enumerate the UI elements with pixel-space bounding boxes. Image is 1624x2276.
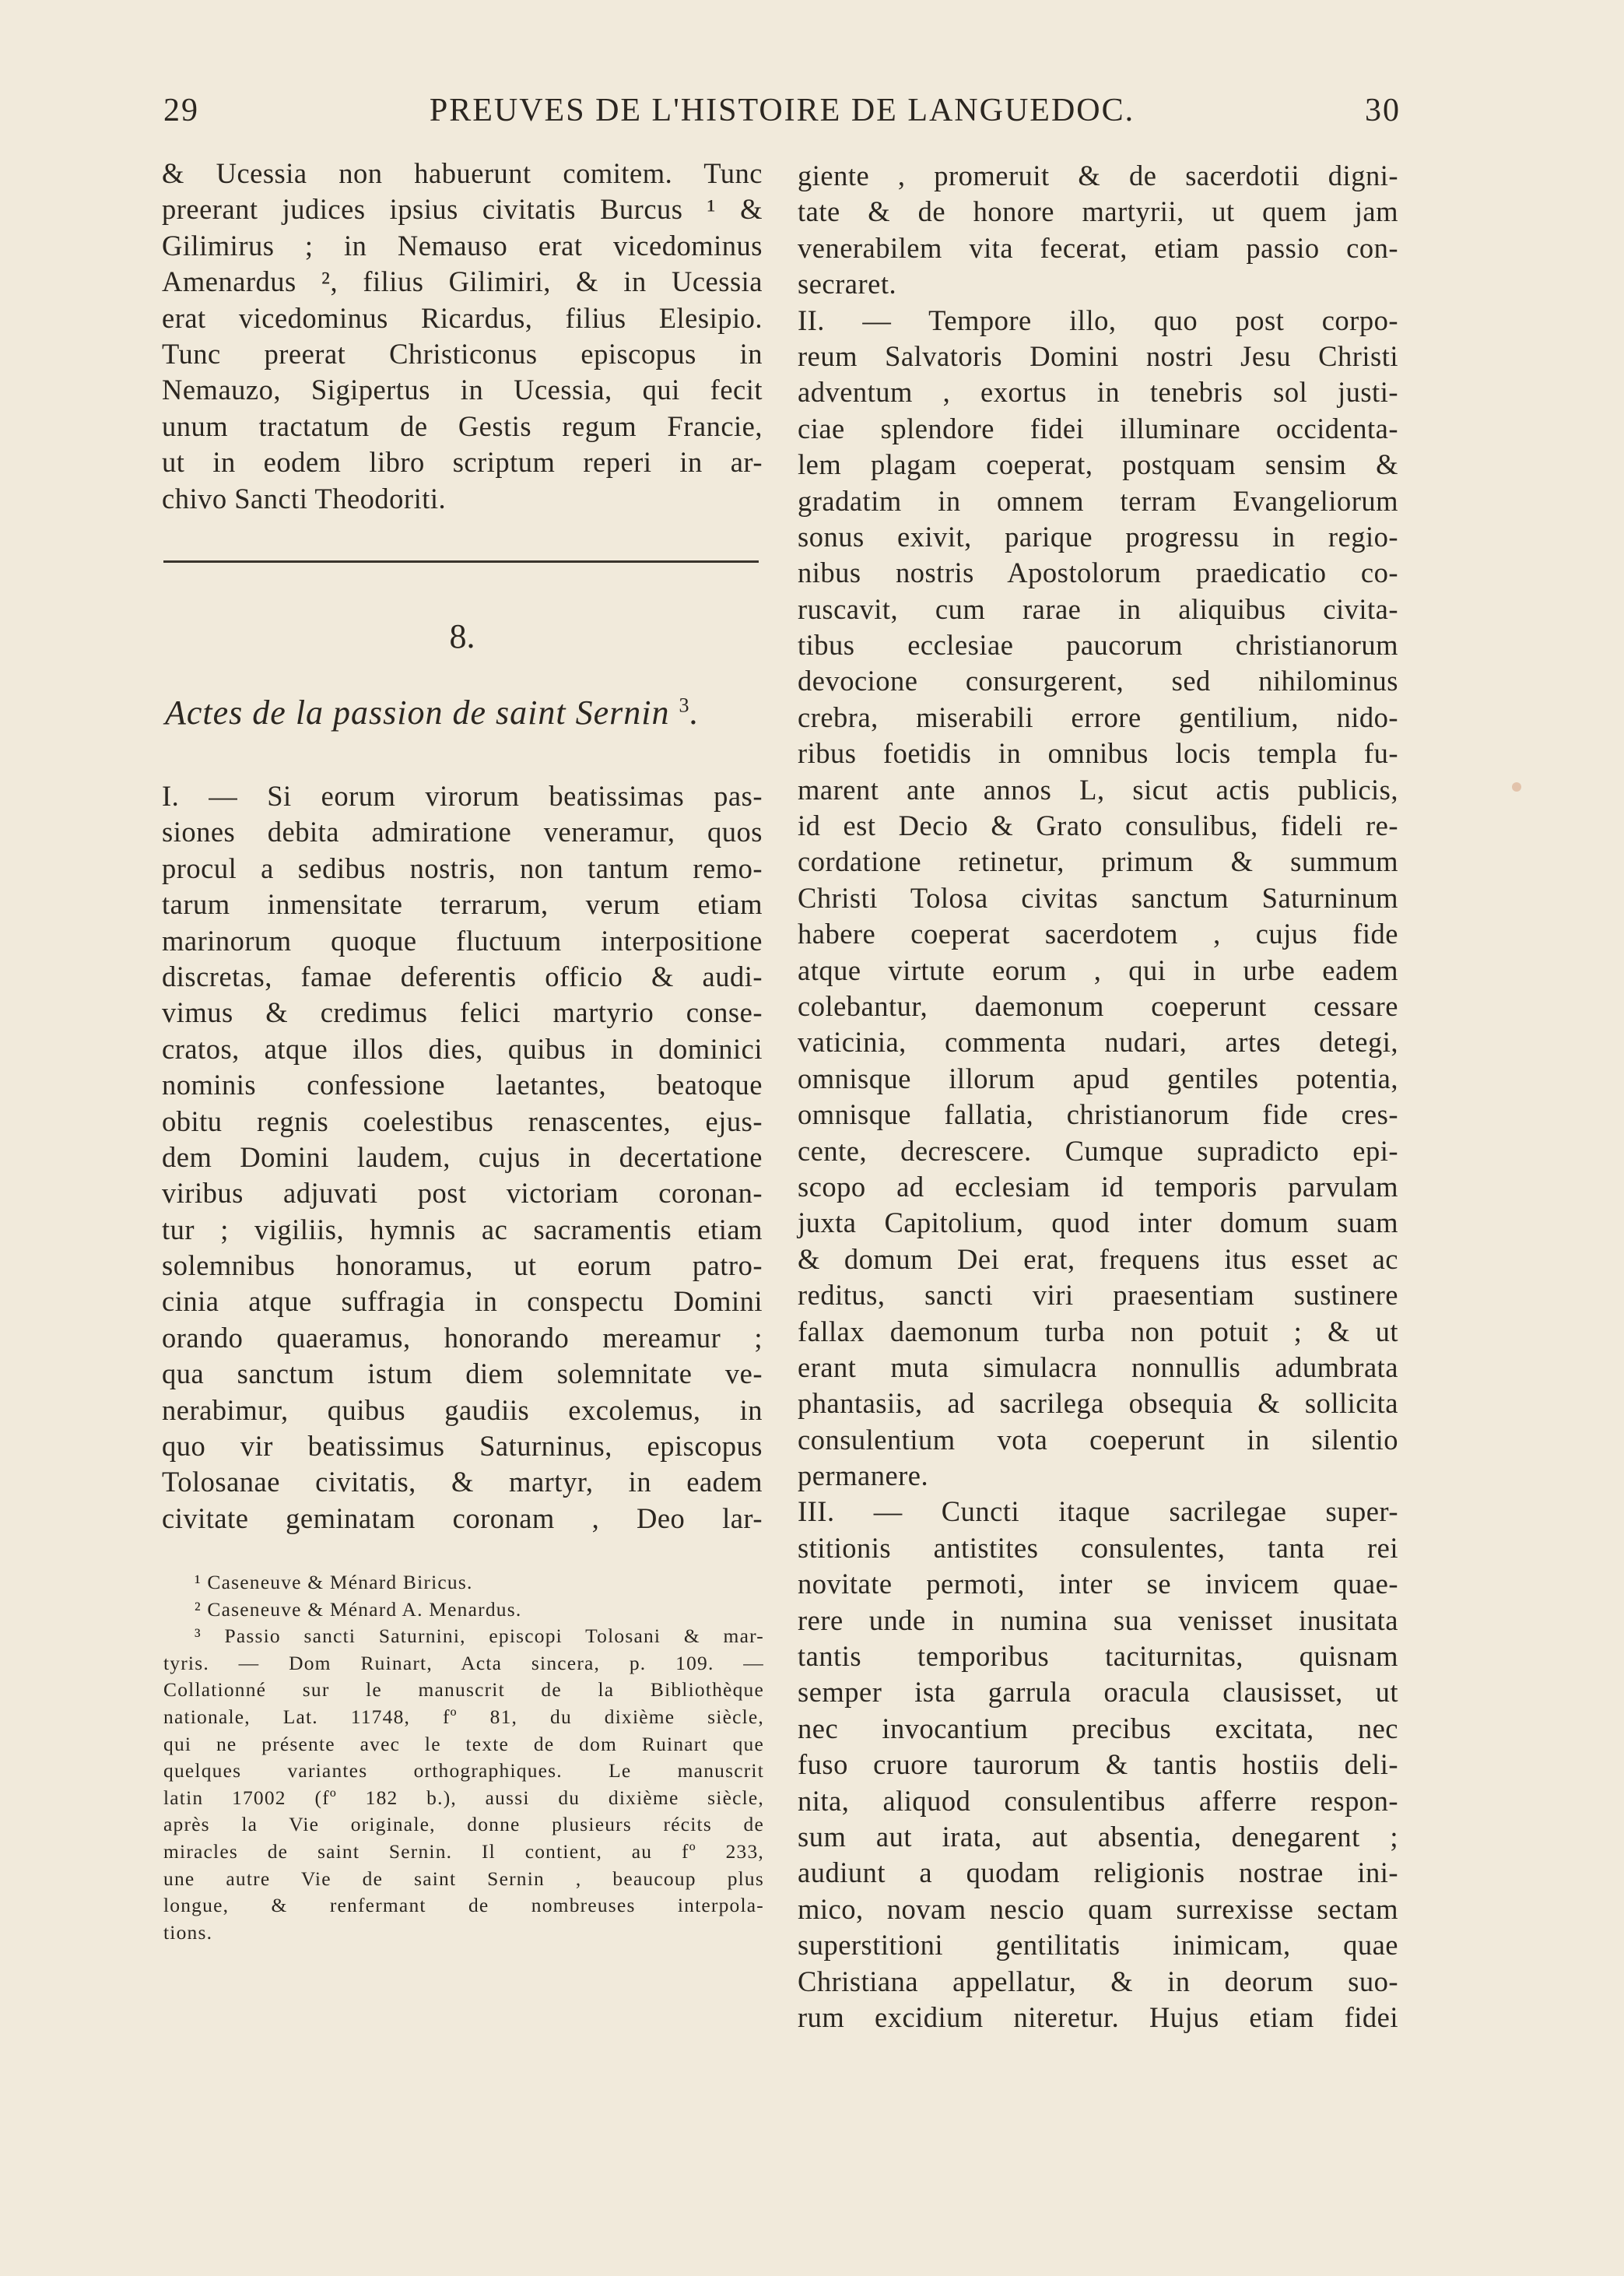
footnote-line: tyris. — Dom Ruinart, Acta sincera, p. 109. — <box>163 1651 764 1674</box>
text-line: rere unde in numina sua venisset inusitata <box>798 1603 1398 1636</box>
section-number: 8. <box>449 617 475 655</box>
section-title-text: Actes de la passion de saint Sernin <box>165 694 670 732</box>
text-line: & Ucessia non habuerunt comitem. Tunc <box>162 157 763 189</box>
text-line: omnisque illorum apud gentiles potentia, <box>798 1062 1398 1094</box>
footnote-line: longue, & renfermant de nombreuses interpola- <box>163 1894 764 1917</box>
text-line: preerant judices ipsius civitatis Burcus ¹ & <box>162 193 763 226</box>
page-number-right: 30 <box>1365 93 1401 128</box>
text-line: Amenardus ², filius Gilimiri, & in Ucessia <box>162 265 763 298</box>
text-line: solemnibus honoramus, ut eorum patro- <box>162 1249 763 1282</box>
text-line: nominis confessione laetantes, beatoque <box>162 1069 763 1101</box>
text-line: obitu regnis coelestibus renascentes, ejus- <box>162 1105 763 1137</box>
text-line: phantasiis, ad sacrilega obsequia & sollicita <box>798 1387 1398 1420</box>
text-line: I. — Si eorum virorum beatissimas pas- <box>162 780 763 812</box>
text-line: consulentium vota coeperunt in silentio <box>798 1423 1398 1456</box>
text-line: sonus exivit, parique progressu in regio- <box>798 520 1398 553</box>
text-line: dem Domini laudem, cujus in decertatione <box>162 1140 763 1173</box>
text-line: chivo Sancti Theodoriti. <box>162 482 447 515</box>
page-header <box>163 92 1401 139</box>
footnote-line: nationale, Lat. 11748, fº 81, du dixième siècle, <box>163 1705 764 1728</box>
footnote-line: après la Vie originale, donne plusieurs récits de <box>163 1813 764 1836</box>
text-line: Tolosanae civitatis, & martyr, in eadem <box>162 1466 763 1498</box>
left-column-body-text <box>162 778 763 1537</box>
text-line: reum Salvatoris Domini nostri Jesu Christi <box>798 339 1398 372</box>
text-line: stitionis antistites consulentes, tanta rei <box>798 1531 1398 1564</box>
text-line: novitate permoti, inter se invicem quae- <box>798 1568 1398 1600</box>
text-line: cratos, atque illos dies, quibus in dominici <box>162 1032 763 1065</box>
footnote-line: une autre Vie de saint Sernin , beaucoup plus <box>163 1867 764 1890</box>
text-line: gradatim in omnem terram Evangeliorum <box>798 484 1398 517</box>
text-line: habere coeperat sacerdotem , cujus fide <box>798 918 1398 950</box>
text-line: civitate geminatam coronam , Deo lar- <box>162 1502 763 1534</box>
section-title-note: 3 <box>679 694 690 717</box>
text-line: qua sanctum istum diem solemnitate ve- <box>162 1358 763 1390</box>
text-line: tur ; vigiliis, hymnis ac sacramentis etiam <box>162 1213 763 1245</box>
text-line: giente , promeruit & de sacerdotii digni- <box>798 160 1398 191</box>
text-line: tibus ecclesiae paucorum christianorum <box>798 629 1398 662</box>
text-line: marinorum quoque fluctuum interpositione <box>162 924 763 957</box>
text-line: ruscavit, cum rarae in aliquibus civita- <box>798 592 1398 625</box>
footnote-line: Collationné sur le manuscrit de la Bibliothèque <box>163 1678 764 1702</box>
footnote-line: tions. <box>163 1920 213 1944</box>
footnotes <box>163 1569 764 1946</box>
text-line: permanere. <box>798 1459 929 1492</box>
text-line: omnisque fallatia, christianorum fide cres- <box>798 1098 1398 1131</box>
footnote-line: ³ Passio sancti Saturnini, episcopi Tolosani & mar- <box>195 1624 764 1648</box>
text-line: fallax daemonum turba non potuit ; & ut <box>798 1315 1398 1347</box>
text-line: scopo ad ecclesiam id temporis parvulam <box>798 1170 1398 1203</box>
text-line: sum aut irata, aut absentia, denegarent ; <box>798 1820 1398 1853</box>
text-line: cinia atque suffragia in conspectu Domini <box>162 1285 763 1318</box>
footnote-line: qui ne présente avec le texte de dom Ruinart que <box>163 1732 764 1755</box>
text-line: audiunt a quodam religionis nostrae ini- <box>798 1856 1398 1889</box>
text-line: procul a sedibus nostris, non tantum remo- <box>162 852 763 884</box>
text-line: ribus foetidis in omnibus locis templa fu- <box>798 737 1398 770</box>
text-line: erat vicedominus Ricardus, filius Elesipio. <box>162 301 763 334</box>
text-line: rum excidium niteretur. Hujus etiam fidei <box>798 2000 1398 2033</box>
text-line: Christi Tolosa civitas sanctum Saturninum <box>798 881 1398 914</box>
text-line: unum tractatum de Gestis regum Francie, <box>162 409 763 442</box>
section-title-end: . <box>689 694 700 732</box>
text-line: cordatione retinetur, primum & summum <box>798 845 1398 878</box>
text-line: devocione consurgerent, sed nihilominus <box>798 665 1398 697</box>
text-line: crebra, miserabili errore gentilium, nido- <box>798 701 1398 733</box>
section-title <box>165 693 766 732</box>
text-line: marent ante annos L, sicut actis publicis, <box>798 773 1398 806</box>
text-line: atque virtute eorum , qui in urbe eadem <box>798 954 1398 986</box>
text-line: lem plagam coeperat, postquam sensim & <box>798 448 1398 481</box>
text-line: reditus, sancti viri praesentiam sustinere <box>798 1279 1398 1312</box>
text-line: nita, aliquod consulentibus afferre respon- <box>798 1784 1398 1817</box>
left-column-top-text <box>162 156 763 517</box>
text-line: mico, novam nescio quam surrexisse sectam <box>798 1892 1398 1925</box>
running-title: PREUVES DE L'HISTOIRE DE LANGUEDOC. <box>429 93 1135 128</box>
text-line: nec invocantium precibus excitata, nec <box>798 1712 1398 1744</box>
text-line: colebantur, daemonum coeperunt cessare <box>798 989 1398 1022</box>
paper-stain <box>1512 782 1521 792</box>
footnote-line: ² Caseneuve & Ménard A. Menardus. <box>195 1597 522 1621</box>
text-line: Christiana appellatur, & in deorum suo- <box>798 1965 1398 1997</box>
text-line: superstitioni gentilitatis inimicam, quae <box>798 1929 1398 1962</box>
footnote-line: ¹ Caseneuve & Ménard Biricus. <box>195 1571 473 1593</box>
text-line: venerabilem vita fecerat, etiam passio con- <box>798 231 1398 264</box>
text-line: tate & de honore martyrii, ut quem jam <box>798 195 1398 228</box>
text-line: vaticinia, commenta nudari, artes detegi, <box>798 1026 1398 1059</box>
text-line: Tunc preerat Christiconus episcopus in <box>162 337 763 370</box>
footnote-line: miracles de saint Sernin. Il contient, au fº 233, <box>163 1839 764 1863</box>
text-line: erant muta simulacra nonnullis adumbrata <box>798 1350 1398 1383</box>
text-line: quo vir beatissimus Saturninus, episcopus <box>162 1430 763 1463</box>
text-line: secraret. <box>798 268 897 300</box>
text-line: adventum , exortus in tenebris sol justi- <box>798 376 1398 409</box>
text-line: vimus & credimus felici martyrio conse- <box>162 996 763 1029</box>
text-line: & domum Dei erat, frequens itus esset ac <box>798 1242 1398 1275</box>
footnote-line: latin 17002 (fº 182 b.), aussi du dixième siècle, <box>163 1786 764 1809</box>
text-line: semper ista garrula oracula clausisset, ut <box>798 1676 1398 1709</box>
text-line: II. — Tempore illo, quo post corpo- <box>798 304 1398 336</box>
right-column-text <box>798 158 1398 2035</box>
text-line: nerabimur, quibus gaudiis excolemus, in <box>162 1393 763 1426</box>
page-number-left: 29 <box>163 93 199 128</box>
section-divider <box>163 560 759 563</box>
footnote-line: quelques variantes orthographiques. Le manuscrit <box>163 1759 764 1783</box>
text-line: Nemauzo, Sigipertus in Ucessia, qui fecit <box>162 374 763 406</box>
text-line: ut in eodem libro scriptum reperi in ar- <box>162 446 763 479</box>
text-line: viribus adjuvati post victoriam coronan- <box>162 1177 763 1210</box>
text-line: tarum inmensitate terrarum, verum etiam <box>162 888 763 921</box>
text-line: nibus nostris Apostolorum praedicatio co- <box>798 557 1398 589</box>
text-line: discretas, famae deferentis officio & audi- <box>162 960 763 992</box>
text-line: siones debita admiratione veneramur, quos <box>162 816 763 848</box>
text-line: ciae splendore fidei illuminare occidenta- <box>798 412 1398 444</box>
text-line: tantis temporibus taciturnitas, quisnam <box>798 1640 1398 1673</box>
text-line: Gilimirus ; in Nemauso erat vicedominus <box>162 229 763 262</box>
text-line: juxta Capitolium, quod inter domum suam <box>798 1206 1398 1239</box>
text-line: orando quaeramus, honorando mereamur ; <box>162 1321 763 1354</box>
text-line: III. — Cuncti itaque sacrilegae super- <box>798 1495 1398 1528</box>
text-line: cente, decrescere. Cumque supradicto epi- <box>798 1134 1398 1167</box>
text-line: fuso cruore taurorum & tantis hostiis deli- <box>798 1748 1398 1781</box>
text-line: id est Decio & Grato consulibus, fideli re- <box>798 810 1398 842</box>
